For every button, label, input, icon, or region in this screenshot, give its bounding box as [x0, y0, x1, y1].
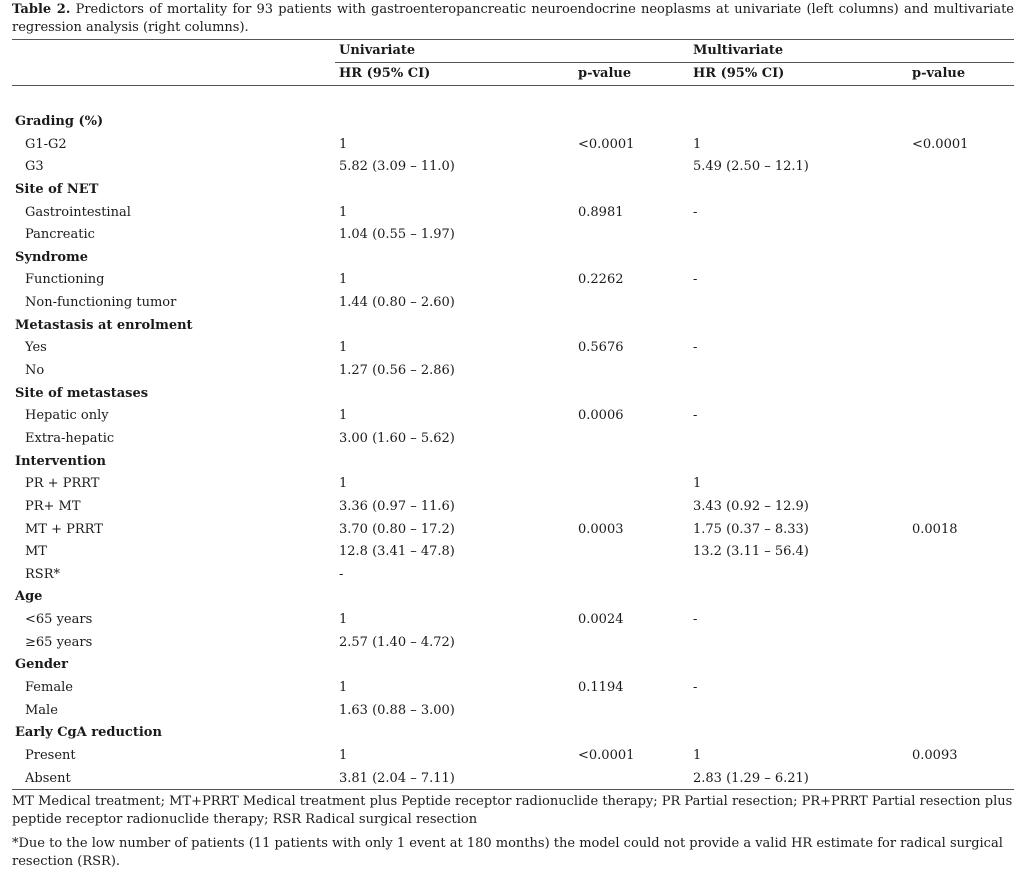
table-row [0, 700, 1036, 723]
group-label: Site of NET [15, 181, 99, 197]
row-label: PR + PRRT [25, 476, 100, 492]
table-row [0, 360, 1036, 383]
univariate-hr-cell: 1.04 (0.55 – 1.97) [339, 227, 455, 243]
table-body [0, 111, 1036, 790]
group-row [0, 247, 1036, 270]
univariate-hr-cell: 1 [339, 136, 348, 152]
group-row [0, 451, 1036, 474]
row-label: Yes [25, 340, 47, 356]
table-row [0, 224, 1036, 247]
row-label: No [25, 363, 45, 379]
table-caption [12, 1, 1014, 37]
multivariate-hr-cell: 13.2 (3.11 – 56.4) [693, 544, 809, 560]
group-row [0, 111, 1036, 134]
row-label: Male [25, 702, 58, 718]
header-univariate: Univariate [339, 43, 416, 58]
group-row [0, 383, 1036, 406]
group-row [0, 315, 1036, 338]
multivariate-hr-cell: 2.83 (1.29 – 6.21) [693, 770, 809, 786]
univariate-hr-cell: 1 [339, 476, 348, 492]
row-label: G3 [25, 159, 44, 175]
header-univariate-p: p-value [578, 66, 632, 81]
row-label: Non-functioning tumor [25, 295, 177, 311]
univariate-p-cell: 0.1194 [578, 680, 624, 696]
univariate-hr-cell: - [339, 566, 344, 582]
row-label: Functioning [25, 272, 105, 288]
table-row [0, 609, 1036, 632]
group-row [0, 586, 1036, 609]
group-row [0, 179, 1036, 202]
univariate-hr-cell: 1 [339, 747, 348, 763]
group-label: Syndrome [15, 249, 89, 265]
table-row [0, 269, 1036, 292]
multivariate-hr-cell: 1 [693, 747, 702, 763]
table-row [0, 428, 1036, 451]
univariate-hr-cell: 2.57 (1.40 – 4.72) [339, 634, 455, 650]
multivariate-hr-cell: - [693, 680, 698, 696]
table-row [0, 156, 1036, 179]
row-label: <65 years [25, 612, 93, 628]
multivariate-p-cell: <0.0001 [912, 136, 969, 152]
univariate-p-cell: 0.8981 [578, 204, 624, 220]
univariate-hr-cell: 1 [339, 680, 348, 696]
univariate-hr-cell: 1.27 (0.56 – 2.86) [339, 363, 455, 379]
table-row [0, 337, 1036, 360]
header-multivariate: Multivariate [693, 43, 784, 58]
table-row [0, 541, 1036, 564]
multivariate-p-cell: 0.0093 [912, 747, 958, 763]
table-caption-label: Table 2. [12, 2, 71, 17]
group-label: Age [15, 589, 43, 605]
multivariate-hr-cell: 1.75 (0.37 – 8.33) [693, 521, 809, 537]
table-bottom-rule [12, 789, 1014, 790]
univariate-hr-cell: 3.00 (1.60 – 5.62) [339, 430, 455, 446]
row-label: Extra-hepatic [25, 430, 115, 446]
univariate-hr-cell: 1 [339, 612, 348, 628]
group-row [0, 722, 1036, 745]
row-label: Female [25, 680, 73, 696]
table-row [0, 677, 1036, 700]
table-row [0, 564, 1036, 587]
row-label: RSR* [25, 566, 60, 582]
row-label: MT + PRRT [25, 521, 103, 537]
table-caption-text: Predictors of mortality for 93 patients with gastroenteropancreatic neuroendocrine neoplasms at univariate (left columns) and multivariate regression analysis (right columns). [12, 2, 1014, 35]
table-footnotes [12, 793, 1014, 877]
univariate-hr-cell: 3.70 (0.80 – 17.2) [339, 521, 455, 537]
group-label: Gender [15, 657, 69, 673]
header-univariate-hr: HR (95% CI) [339, 66, 431, 81]
multivariate-hr-cell: 3.43 (0.92 – 12.9) [693, 498, 809, 514]
row-label: Present [25, 747, 76, 763]
multivariate-hr-cell: 5.49 (2.50 – 12.1) [693, 159, 809, 175]
intervention-multivariate-p: 0.0018 [912, 521, 958, 537]
group-label: Grading (%) [15, 114, 104, 129]
header-multivariate-hr: HR (95% CI) [693, 66, 785, 81]
univariate-hr-cell: 1 [339, 340, 348, 356]
multivariate-hr-cell: 1 [693, 136, 702, 152]
group-row [0, 654, 1036, 677]
multivariate-hr-cell: - [693, 340, 698, 356]
group-label: Site of metastases [15, 385, 149, 401]
univariate-p-cell: 0.0024 [578, 612, 624, 628]
table-row [0, 202, 1036, 225]
table-row [0, 134, 1036, 157]
header-bottom-rule [12, 85, 1014, 86]
univariate-hr-cell: 3.81 (2.04 – 7.11) [339, 770, 455, 786]
table-top-rule [12, 39, 1014, 40]
multivariate-hr-cell: - [693, 204, 698, 220]
univariate-hr-cell: 1.44 (0.80 – 2.60) [339, 295, 455, 311]
footnote-abbreviations: MT Medical treatment; MT+PRRT Medical treatment plus Peptide receptor radionuclide therapy; PR Partial resection; PR+PRRT Partial resection plus peptide receptor radionuclide therapy; RSR Radical surgical resection [12, 794, 1013, 827]
univariate-hr-cell: 1 [339, 408, 348, 424]
group-label: Metastasis at enrolment [15, 317, 193, 333]
intervention-univariate-p: 0.0003 [578, 521, 624, 537]
group-label: Early CgA reduction [15, 725, 162, 741]
row-label: Hepatic only [25, 408, 109, 424]
univariate-hr-cell: 5.82 (3.09 – 11.0) [339, 159, 455, 175]
multivariate-hr-cell: - [693, 272, 698, 288]
table-row [0, 519, 1036, 542]
univariate-p-cell: 0.2262 [578, 272, 624, 288]
header-mid-rule [335, 62, 1014, 63]
univariate-p-cell: <0.0001 [578, 136, 635, 152]
row-label: ≥65 years [25, 634, 93, 650]
row-label: Gastrointestinal [25, 204, 131, 220]
univariate-p-cell: 0.0006 [578, 408, 624, 424]
univariate-hr-cell: 1.63 (0.88 – 3.00) [339, 702, 455, 718]
table-row [0, 405, 1036, 428]
row-label: Pancreatic [25, 227, 95, 243]
row-label: MT [25, 544, 47, 560]
univariate-hr-cell: 1 [339, 272, 348, 288]
group-label: Intervention [15, 453, 106, 469]
univariate-hr-cell: 3.36 (0.97 – 11.6) [339, 498, 455, 514]
row-label: G1-G2 [25, 136, 67, 152]
footnote-asterisk: *Due to the low number of patients (11 patients with only 1 event at 180 months) the model could not provide a valid HR estimate for radical surgical resection (RSR). [12, 836, 1003, 869]
table-row [0, 496, 1036, 519]
multivariate-hr-cell: - [693, 408, 698, 424]
row-label: Absent [25, 770, 71, 786]
univariate-hr-cell: 12.8 (3.41 – 47.8) [339, 544, 455, 560]
multivariate-hr-cell: - [693, 612, 698, 628]
univariate-hr-cell: 1 [339, 204, 348, 220]
row-label: PR+ MT [25, 498, 81, 514]
header-multivariate-p: p-value [912, 66, 966, 81]
table-row [0, 632, 1036, 655]
univariate-p-cell: 0.5676 [578, 340, 624, 356]
table-row [0, 768, 1036, 791]
univariate-p-cell: <0.0001 [578, 747, 635, 763]
table-row [0, 292, 1036, 315]
table-row [0, 473, 1036, 496]
table-row [0, 745, 1036, 768]
multivariate-hr-cell: 1 [693, 476, 702, 492]
